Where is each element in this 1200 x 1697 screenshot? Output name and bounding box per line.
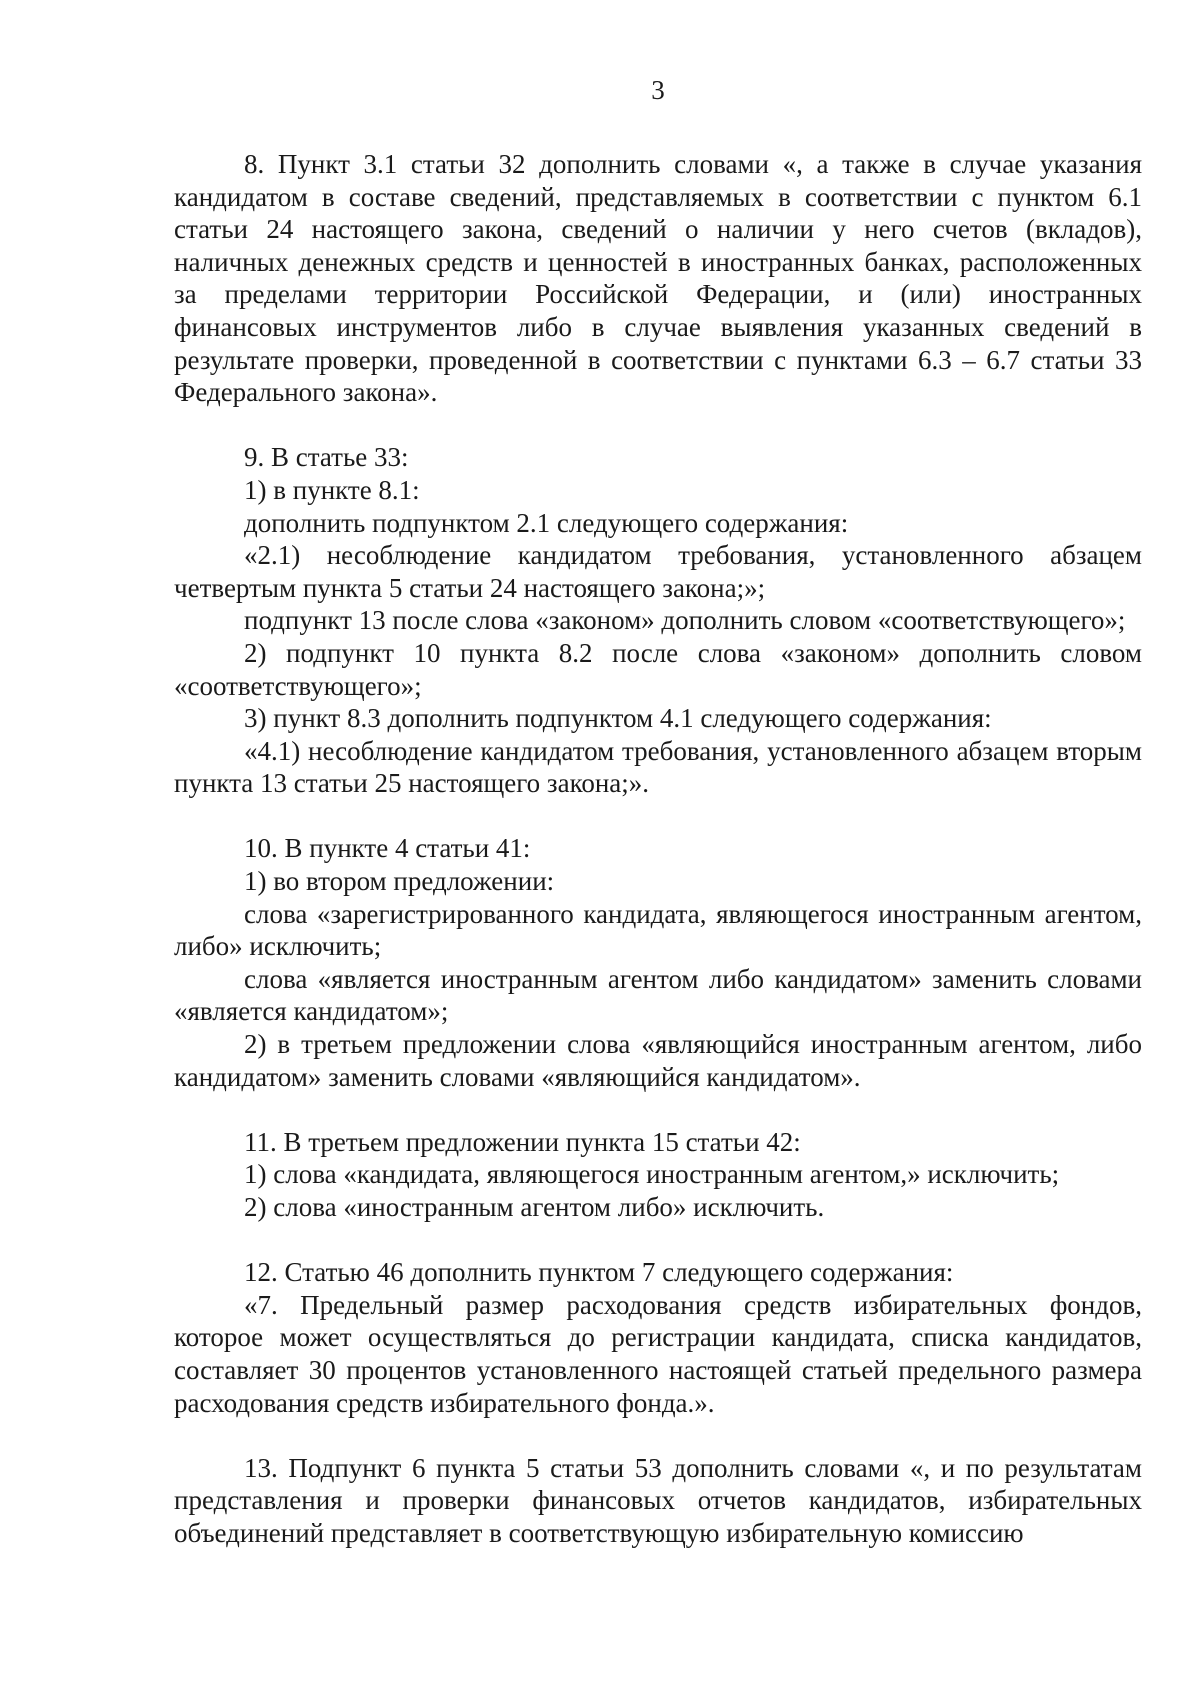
paragraph: 2) слова «иностранным агентом либо» исключить. — [244, 1192, 825, 1222]
paragraph: «7. Предельный размер расходования средств избирательных фондов, которое может осуществляться до регистрации кандидата, списка кандидатов, составляет 30 процентов установленного настоящей статьей предельного размера расходования средств избирательного фонда.». — [174, 1289, 1142, 1418]
page-number: 3 — [651, 75, 665, 105]
paragraph: 2) в третьем предложении слова «являющийся иностранным агентом, либо кандидатом» заменить словами «являющийся кандидатом». — [174, 1029, 1142, 1092]
paragraph: слова «является иностранным агентом либо кандидатом» заменить словами «является кандидатом»; — [174, 963, 1142, 1027]
paragraph: 9. В статье 33: — [244, 442, 409, 473]
paragraph: 3) пункт 8.3 дополнить подпунктом 4.1 следующего содержания: — [244, 703, 992, 734]
paragraph: 13. Подпункт 6 пункта 5 статьи 53 дополнить словами «, и по результатам представления и проверки финансовых отчетов кандидатов, избирательных объединений представляет в соответствующую избирательную комиссию — [174, 1452, 1142, 1548]
section-10 — [174, 832, 1142, 1093]
paragraph: подпункт 13 после слова «законом» дополнить словом «соответствующего»; — [244, 605, 1126, 636]
paragraph: 1) во втором предложении: — [244, 866, 555, 897]
paragraph: «2.1) несоблюдение кандидатом требования, установленного абзацем четвертым пункта 5 статьи 24 настоящего закона;»; — [174, 540, 1142, 603]
paragraph: 2) подпункт 10 пункта 8.2 после слова «законом» дополнить словом «соответствующего»; — [174, 637, 1142, 701]
paragraph: 10. В пункте 4 статьи 41: — [244, 833, 531, 864]
paragraph: 1) в пункте 8.1: — [244, 474, 420, 505]
section-13 — [174, 1452, 1142, 1550]
paragraph: 1) слова «кандидата, являющегося иностранным агентом,» исключить; — [244, 1159, 1060, 1190]
section-8 — [174, 148, 1142, 409]
paragraph: слова «зарегистрированного кандидата, являющегося иностранным агентом, либо» исключить; — [174, 898, 1142, 962]
section-12 — [174, 1256, 1142, 1419]
paragraph: 11. В третьем предложении пункта 15 статьи 42: — [244, 1126, 801, 1157]
paragraph: 8. Пункт 3.1 статьи 32 дополнить словами «, а также в случае указания кандидатом в составе сведений, представляемых в соответствии с пунктом 6.1 статьи 24 настоящего закона, сведений о наличии у него счетов (вкладов), наличных денежных средств и ценностей в иностранных банках, расположенных за пределами территории Российской Федерации, и (или) иностранных финансовых инструментов либо в случае выявления указанных сведений в результате проверки, проведенной в соответствии с пунктами 6.3 – 6.7 статьи 33 Федерального закона». — [174, 149, 1142, 408]
section-11 — [174, 1126, 1142, 1224]
paragraph: дополнить подпунктом 2.1 следующего содержания: — [244, 507, 849, 538]
section-9 — [174, 441, 1142, 800]
paragraph: «4.1) несоблюдение кандидатом требования, установленного абзацем вторым пункта 13 статьи 25 настоящего закона;». — [174, 735, 1142, 799]
paragraph: 12. Статью 46 дополнить пунктом 7 следующего содержания: — [244, 1257, 954, 1288]
